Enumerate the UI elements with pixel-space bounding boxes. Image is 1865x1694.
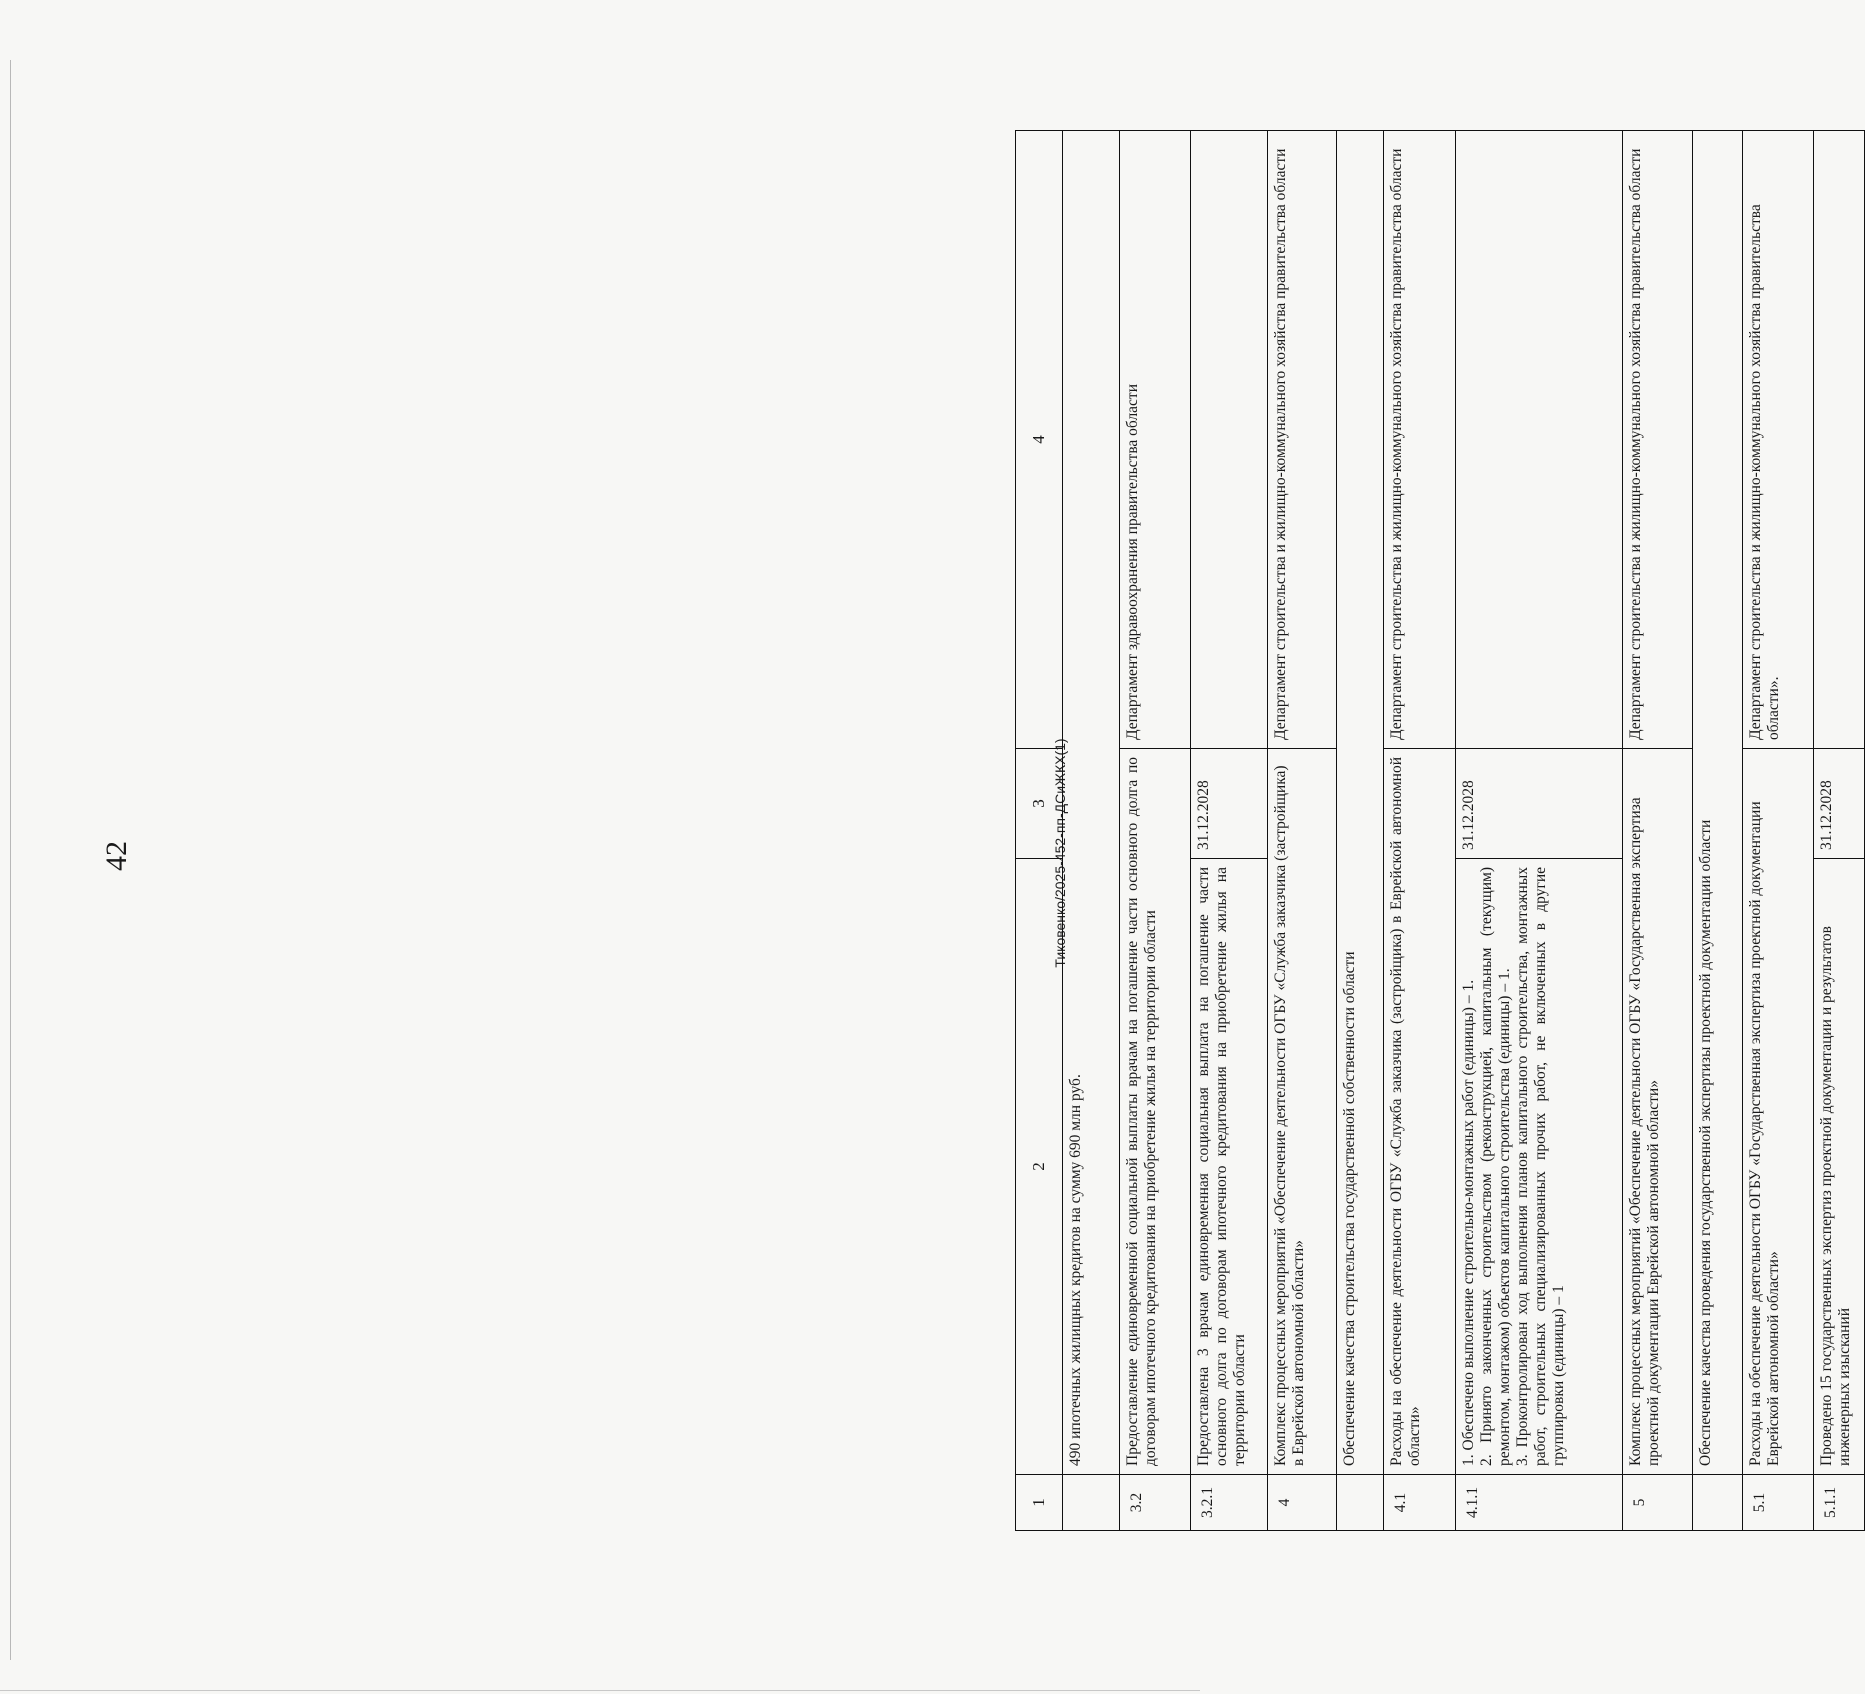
row-number: 5 [1623, 1475, 1693, 1531]
table-row [1623, 131, 1693, 1531]
row-text: Проведено 15 государственных экспертиз проектной документации и результатов инженерных изысканий [1814, 859, 1865, 1475]
column-header: 2 [1016, 859, 1063, 1475]
row-text: 490 ипотечных жилищных кредитов на сумму 690 млн руб. [1063, 131, 1120, 1475]
page-edge [0, 1690, 1200, 1691]
document-footer-code: Тиковенко/2025-452-пп-ДСиЖКХ(1) [1052, 738, 1068, 968]
row-responsible: Департамент здравоохранения правительства области [1119, 131, 1190, 749]
row-responsible [1191, 131, 1268, 749]
row-number: 4.1.1 [1455, 1475, 1622, 1531]
row-responsible: Департамент строительства и жилищно-коммунального хозяйства правительства области [1268, 131, 1337, 749]
table-row [1742, 131, 1813, 1531]
row-responsible: Департамент строительства и жилищно-коммунального хозяйства правительства области [1384, 131, 1455, 749]
row-responsible [1455, 131, 1622, 749]
row-number: 3.2 [1119, 1475, 1190, 1531]
column-header: 3 [1016, 749, 1063, 859]
measures-table-container [1015, 131, 1865, 1531]
row-number [1337, 1475, 1384, 1531]
row-number: 3.2.1 [1191, 1475, 1268, 1531]
row-number: 5.1.1 [1814, 1475, 1865, 1531]
row-responsible: Департамент строительства и жилищно-коммунального хозяйства правительства области». [1742, 131, 1813, 749]
row-term: 31.12.2028 [1814, 749, 1865, 859]
row-term: 31.12.2028 [1455, 749, 1622, 859]
column-header: 4 [1016, 131, 1063, 749]
row-text: Обеспечение качества строительства государственной собственности области [1337, 131, 1384, 1475]
table-row [1814, 131, 1865, 1531]
row-text: Предоставлена 3 врачам единовременная социальная выплата на погашение части основного долга по договорам ипотечного кредитования на приобретение жилья на территории области [1191, 859, 1268, 1475]
row-term: 31.12.2028 [1191, 749, 1268, 859]
table-row [1455, 131, 1622, 1531]
table-row [1337, 131, 1384, 1531]
table-header-row [1016, 131, 1063, 1531]
row-text: Расходы на обеспечение деятельности ОГБУ «Государственная экспертиза проектной документации Еврейской автономной области» [1742, 749, 1813, 1475]
row-text: Комплекс процессных мероприятий «Обеспечение деятельности ОГБУ «Государственная экспертиза проектной документации Еврейской автономной области» [1623, 749, 1693, 1475]
table-row [1384, 131, 1455, 1531]
page-number: 42 [100, 841, 133, 871]
row-number: 4.1 [1384, 1475, 1455, 1531]
table-row [1268, 131, 1337, 1531]
row-text: Предоставление единовременной социальной выплаты врачам на погашение части основного долга по договорам ипотечного кредитования на приобретение жилья на территории области [1119, 749, 1190, 1475]
table-row [1119, 131, 1190, 1531]
row-text: 1. Обеспечено выполнение строительно-монтажных работ (единицы) – 1. 2. Принято законченных строительством (реконструкцией, капитальным (текущим) ремонтом, монтажом) объектов капитального строительства (единицы) – 1. 3. Проконтролирован ход выполнения планов капитального строительства, монтажных работ, строительных специализированных прочих работ, не включенных в другие группировки (единицы) – 1 [1455, 859, 1622, 1475]
row-number: 5.1 [1742, 1475, 1813, 1531]
row-number [1063, 1475, 1120, 1531]
measures-table [1015, 130, 1865, 1531]
row-number [1693, 1475, 1743, 1531]
row-text: Обеспечение качества проведения государственной экспертизы проектной документации области [1693, 131, 1743, 1475]
table-row [1191, 131, 1268, 1531]
row-number: 4 [1268, 1475, 1337, 1531]
row-text: Комплекс процессных мероприятий «Обеспечение деятельности ОГБУ «Служба заказчика (застройщика) в Еврейской автономной области» [1268, 749, 1337, 1475]
page-edge [10, 60, 11, 1660]
table-row [1693, 131, 1743, 1531]
table-row [1063, 131, 1120, 1531]
row-text: Расходы на обеспечение деятельности ОГБУ «Служба заказчика (застройщика) в Еврейской автономной области» [1384, 749, 1455, 1475]
row-responsible: Департамент строительства и жилищно-коммунального хозяйства правительства области [1623, 131, 1693, 749]
column-header: 1 [1016, 1475, 1063, 1531]
row-responsible [1814, 131, 1865, 749]
